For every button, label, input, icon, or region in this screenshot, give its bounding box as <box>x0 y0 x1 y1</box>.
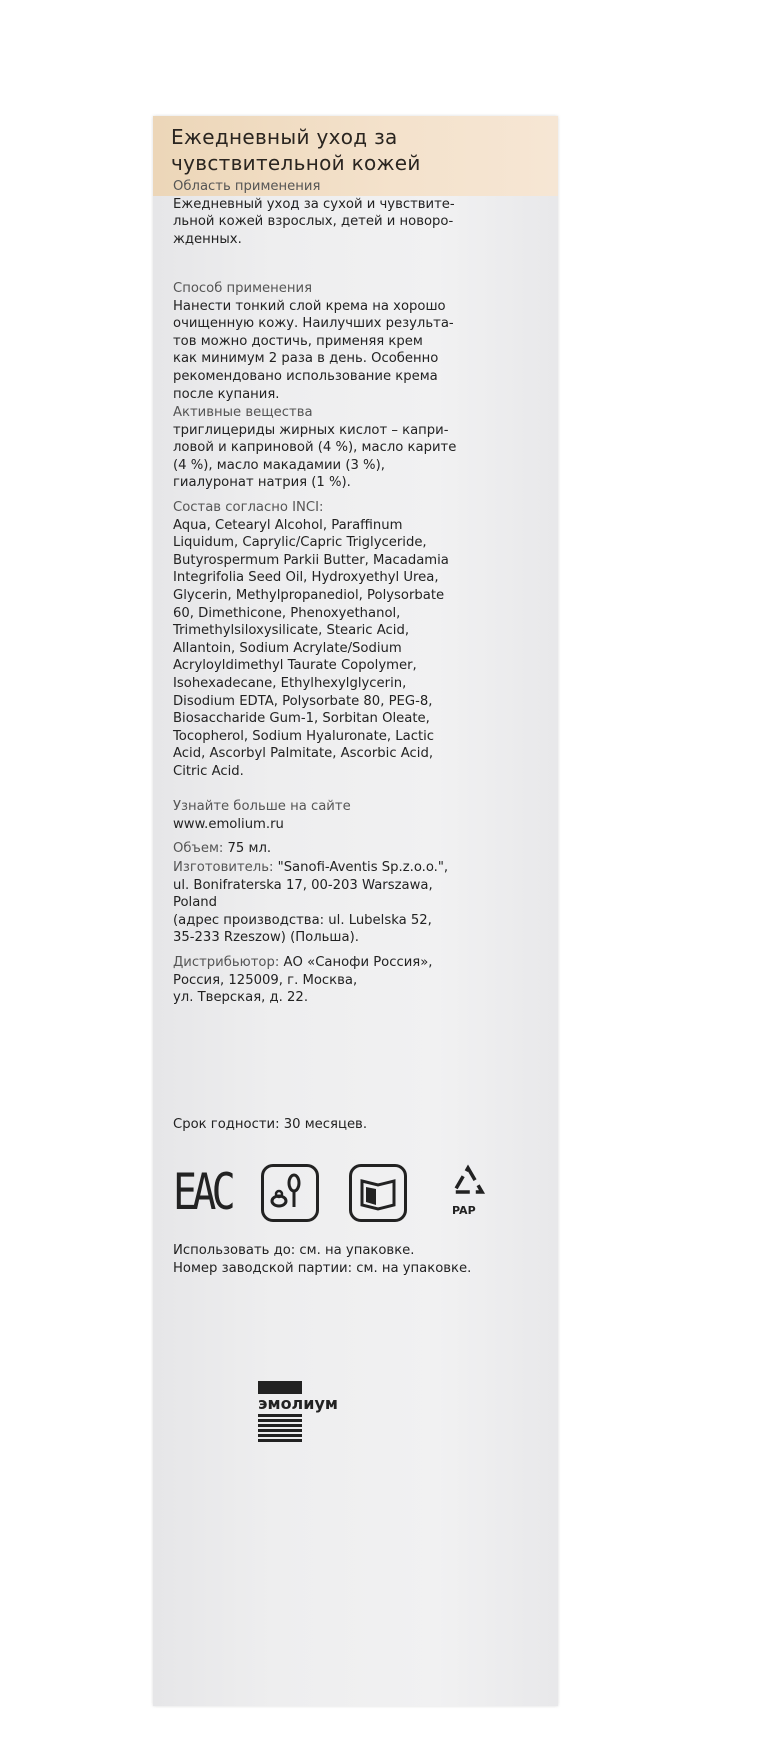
section <box>173 404 503 492</box>
text-line: Liquidum, Caprylic/Capric Triglyceride, <box>173 535 427 551</box>
eac-mark-icon: ЕАС <box>173 1163 231 1221</box>
open-jar-icon <box>349 1164 407 1222</box>
text-line <box>173 840 503 858</box>
text-line: Acryloyldimethyl Taurate Copolymer, <box>173 658 417 674</box>
text-line: Allantoin, Sodium Acrylate/Sodium <box>173 640 402 656</box>
text-line <box>173 877 503 895</box>
text-line: Citric Acid. <box>173 763 244 779</box>
section-text: 75 мл. <box>227 841 272 856</box>
text-line <box>173 894 503 912</box>
section-text: (адрес производства: ul. Lubelska 52, <box>173 912 432 928</box>
section <box>173 178 503 248</box>
text-line: Biosaccharide Gum-1, Sorbitan Oleate, <box>173 711 430 727</box>
section-heading: Узнайте больше на сайте <box>173 799 351 814</box>
text-line <box>173 912 503 930</box>
section-text: ul. Bonifraterska 17, 00-203 Warszawa, <box>173 877 433 893</box>
text-line <box>173 954 503 972</box>
section-heading: Изготовитель: <box>173 860 274 875</box>
section-text: Poland <box>173 895 218 911</box>
mirror-jar-icon <box>261 1164 319 1222</box>
section <box>173 499 503 781</box>
text-line: после купания. <box>173 386 280 402</box>
section <box>173 798 503 833</box>
text-line <box>173 859 503 877</box>
footer-text <box>173 1242 503 1277</box>
text-line: www.emolium.ru <box>173 816 284 832</box>
text-line: 60, Dimethicone, Phenoxyethanol, <box>173 605 401 621</box>
section-text: "Sanofi-Aventis Sp.z.o.o.", <box>277 860 449 875</box>
text-line: Disodium EDTA, Polysorbate 80, PEG-8, <box>173 693 433 709</box>
use-by-line: Использовать до: см. на упаковке. <box>173 1243 415 1258</box>
text-line: очищенную кожу. Наилучших результа- <box>173 316 454 332</box>
text-line <box>173 972 503 990</box>
recycle-label: PAP <box>452 1204 476 1217</box>
text-line: Aqua, Cetearyl Alcohol, Paraffinum <box>173 517 403 533</box>
section-heading: Состав согласно INCI: <box>173 500 324 515</box>
section-text: АО «Санофи Россия», <box>283 955 433 970</box>
text-line: Нанести тонкий слой крема на хорошо <box>173 298 446 314</box>
shelf-life: Срок годности: 30 месяцев. <box>173 1117 368 1132</box>
text-line: Ежедневный уход за сухой и чувствите- <box>173 196 455 212</box>
section <box>173 859 503 947</box>
text-line: гиалуронат натрия (1 %). <box>173 475 351 491</box>
product-box-side <box>153 116 558 1706</box>
text-line: ловой и каприновой (4 %), масло карите <box>173 440 457 456</box>
text-line <box>173 929 503 947</box>
text-line: тов можно достичь, применяя крем <box>173 333 423 349</box>
text-line: Acid, Ascorbyl Palmitate, Ascorbic Acid, <box>173 746 434 762</box>
section-heading: Область применения <box>173 179 321 194</box>
header-title <box>171 124 551 176</box>
text-line: Integrifolia Seed Oil, Hydroxyethyl Urea, <box>173 570 439 586</box>
section-text: 35-233 Rzeszow) (Польша). <box>173 930 359 946</box>
header-title-line: чувствительной кожей <box>171 151 421 175</box>
text-line: (4 %), масло макадамии (3 %), <box>173 457 385 473</box>
text-line <box>173 989 503 1007</box>
text-line: как минимум 2 раза в день. Особенно <box>173 351 439 367</box>
section-text: Россия, 125009, г. Москва, <box>173 972 358 988</box>
section-heading: Объем: <box>173 841 224 856</box>
batch-number-line: Номер заводской партии: см. на упаковке. <box>173 1260 472 1276</box>
section <box>173 954 503 1007</box>
recycle-icon <box>438 1162 498 1228</box>
section <box>173 280 503 403</box>
text-line: Isohexadecane, Ethylhexylglycerin, <box>173 675 407 691</box>
emolium-logo <box>258 1381 388 1451</box>
text-line: Trimethylsiloxysilicate, Stearic Acid, <box>173 623 410 639</box>
text-line: жденных. <box>173 231 242 247</box>
text-line: рекомендовано использование крема <box>173 368 438 384</box>
text-line: триглицериды жирных кислот – капри- <box>173 422 449 438</box>
section-text: ул. Тверская, д. 22. <box>173 990 309 1006</box>
section-heading: Способ применения <box>173 281 313 296</box>
text-line: Tocopherol, Sodium Hyaluronate, Lactic <box>173 728 435 744</box>
text-line: Glycerin, Methylpropanediol, Polysorbate <box>173 587 445 603</box>
certification-icons <box>173 1162 493 1222</box>
text-line: Butyrospermum Parkii Butter, Macadamia <box>173 552 449 568</box>
text-line: льной кожей взрослых, детей и новоро- <box>173 214 454 230</box>
header-title-line: Ежедневный уход за <box>171 125 398 149</box>
section-heading: Активные вещества <box>173 405 313 420</box>
section-heading: Дистрибьютор: <box>173 955 280 970</box>
logo-text: эмолиум <box>258 1394 338 1413</box>
section <box>173 840 503 858</box>
